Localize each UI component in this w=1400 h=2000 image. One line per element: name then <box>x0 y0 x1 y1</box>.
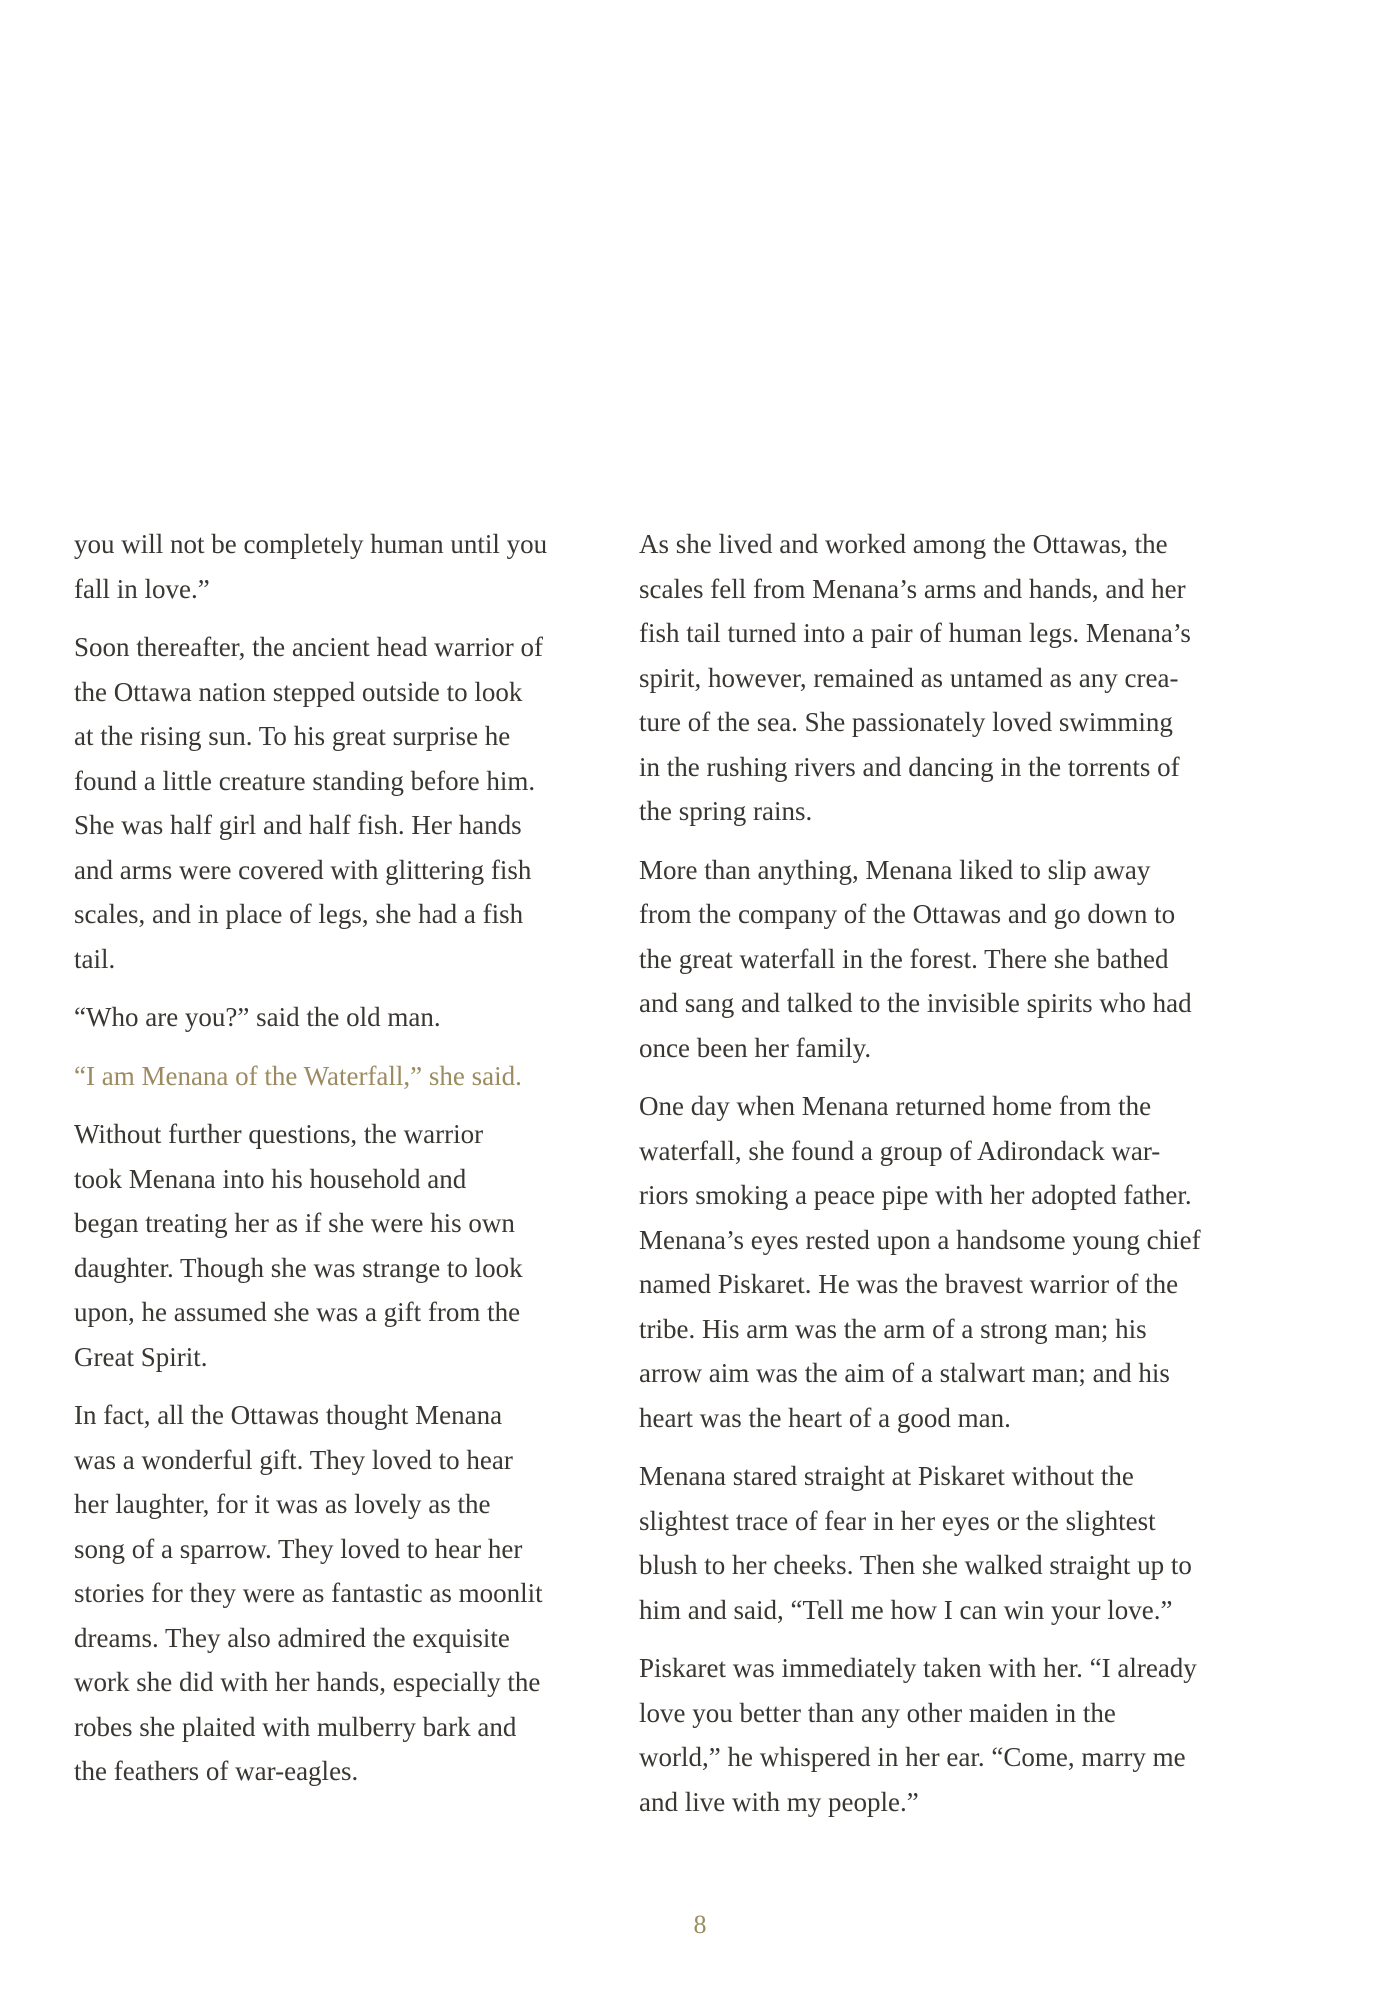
text-line: the Ottawa nation stepped outside to look <box>74 676 523 707</box>
text-line: you will not be completely human until you <box>74 529 548 559</box>
paragraph <box>639 1454 1214 1632</box>
text-line: ture of the sea. She passionately loved swimming <box>639 707 1173 737</box>
text-line: was a wonderful gift. They loved to hear <box>74 1444 513 1475</box>
text-line: Great Spirit. <box>74 1341 208 1372</box>
text-line: her laughter, for it was as lovely as the <box>74 1489 491 1519</box>
text-line: tail. <box>74 943 116 974</box>
text-line: love you better than any other maiden in the <box>639 1697 1116 1728</box>
text-line: began treating her as if she were his own <box>74 1208 515 1238</box>
text-line: and live with my people.” <box>639 1786 919 1817</box>
right-text-column <box>639 522 1214 1838</box>
paragraph <box>74 625 649 981</box>
text-line: named Piskaret. He was the bravest warrior of the <box>639 1269 1179 1299</box>
text-line: at the rising sun. To his great surprise he <box>74 721 511 751</box>
text-line: blush to her cheeks. Then she walked straight up to <box>639 1550 1192 1580</box>
paragraph <box>639 1646 1214 1824</box>
text-line: As she lived and worked among the Ottawas, the <box>639 529 1168 559</box>
text-line: More than anything, Menana liked to slip away <box>639 854 1151 885</box>
text-line: world,” he whispered in her ear. “Come, marry me <box>639 1742 1186 1772</box>
text-line: heart was the heart of a good man. <box>639 1402 1011 1433</box>
text-line: Menana stared straight at Piskaret without the <box>639 1461 1134 1491</box>
text-line: scales fell from Menana’s arms and hands, and her <box>639 573 1186 604</box>
text-line: dreams. They also admired the exquisite <box>74 1622 510 1653</box>
text-line: tribe. His arm was the arm of a strong man; his <box>639 1313 1147 1344</box>
text-line: Without further questions, the warrior <box>74 1119 484 1149</box>
text-line: from the company of the Ottawas and go down to <box>639 899 1176 929</box>
text-line: the great waterfall in the forest. There she bathed <box>639 943 1169 974</box>
text-line: “Who are you?” said the old man. <box>74 1002 441 1032</box>
paragraph <box>74 995 649 1040</box>
text-line: and arms were covered with glittering fish <box>74 854 532 885</box>
text-line: fish tail turned into a pair of human legs. Menana’s <box>639 618 1191 648</box>
text-line: the spring rains. <box>639 796 813 826</box>
page-number: 8 <box>693 1910 707 1939</box>
text-line: She was half girl and half fish. Her hands <box>74 810 522 840</box>
paragraph <box>74 1112 649 1379</box>
text-line: upon, he assumed she was a gift from the <box>74 1297 521 1327</box>
text-line: him and said, “Tell me how I can win your love.” <box>639 1594 1173 1625</box>
text-line: waterfall, she found a group of Adirondack war- <box>639 1135 1161 1166</box>
text-line: the feathers of war-eagles. <box>74 1756 359 1786</box>
text-line: Menana’s eyes rested upon a handsome young chief <box>639 1224 1201 1255</box>
text-line: fall in love.” <box>74 573 210 604</box>
paragraph <box>639 1084 1214 1440</box>
text-line: found a little creature standing before him. <box>74 765 536 796</box>
text-line: stories for they were as fantastic as moonlit <box>74 1578 543 1608</box>
text-line: in the rushing rivers and dancing in the torrents of <box>639 751 1180 782</box>
text-line: arrow aim was the aim of a stalwart man; and his <box>639 1358 1170 1388</box>
text-line: spirit, however, remained as untamed as any crea- <box>639 662 1179 693</box>
highlighted-quote <box>74 1054 649 1099</box>
text-line: once been her family. <box>639 1032 872 1063</box>
left-text-column <box>74 522 649 1808</box>
text-line: One day when Menana returned home from the <box>639 1091 1152 1121</box>
paragraph <box>639 848 1214 1071</box>
paragraph <box>74 522 649 611</box>
text-line: scales, and in place of legs, she had a fish <box>74 899 524 929</box>
paragraph <box>639 522 1214 834</box>
text-line: riors smoking a peace pipe with her adopted father. <box>639 1180 1192 1210</box>
text-line: “I am Menana of the Waterfall,” she said. <box>74 1060 522 1091</box>
text-line: song of a sparrow. They loved to hear her <box>74 1533 523 1564</box>
text-line: Soon thereafter, the ancient head warrior of <box>74 632 543 662</box>
text-line: Piskaret was immediately taken with her. “I already <box>639 1653 1197 1683</box>
text-line: took Menana into his household and <box>74 1163 467 1194</box>
text-line: daughter. Though she was strange to look <box>74 1252 523 1283</box>
paragraph <box>74 1393 649 1794</box>
text-line: In fact, all the Ottawas thought Menana <box>74 1400 503 1430</box>
text-line: work she did with her hands, especially the <box>74 1667 541 1697</box>
text-line: slightest trace of fear in her eyes or the slightest <box>639 1505 1156 1536</box>
text-line: robes she plaited with mulberry bark and <box>74 1711 517 1742</box>
text-line: and sang and talked to the invisible spirits who had <box>639 988 1192 1018</box>
